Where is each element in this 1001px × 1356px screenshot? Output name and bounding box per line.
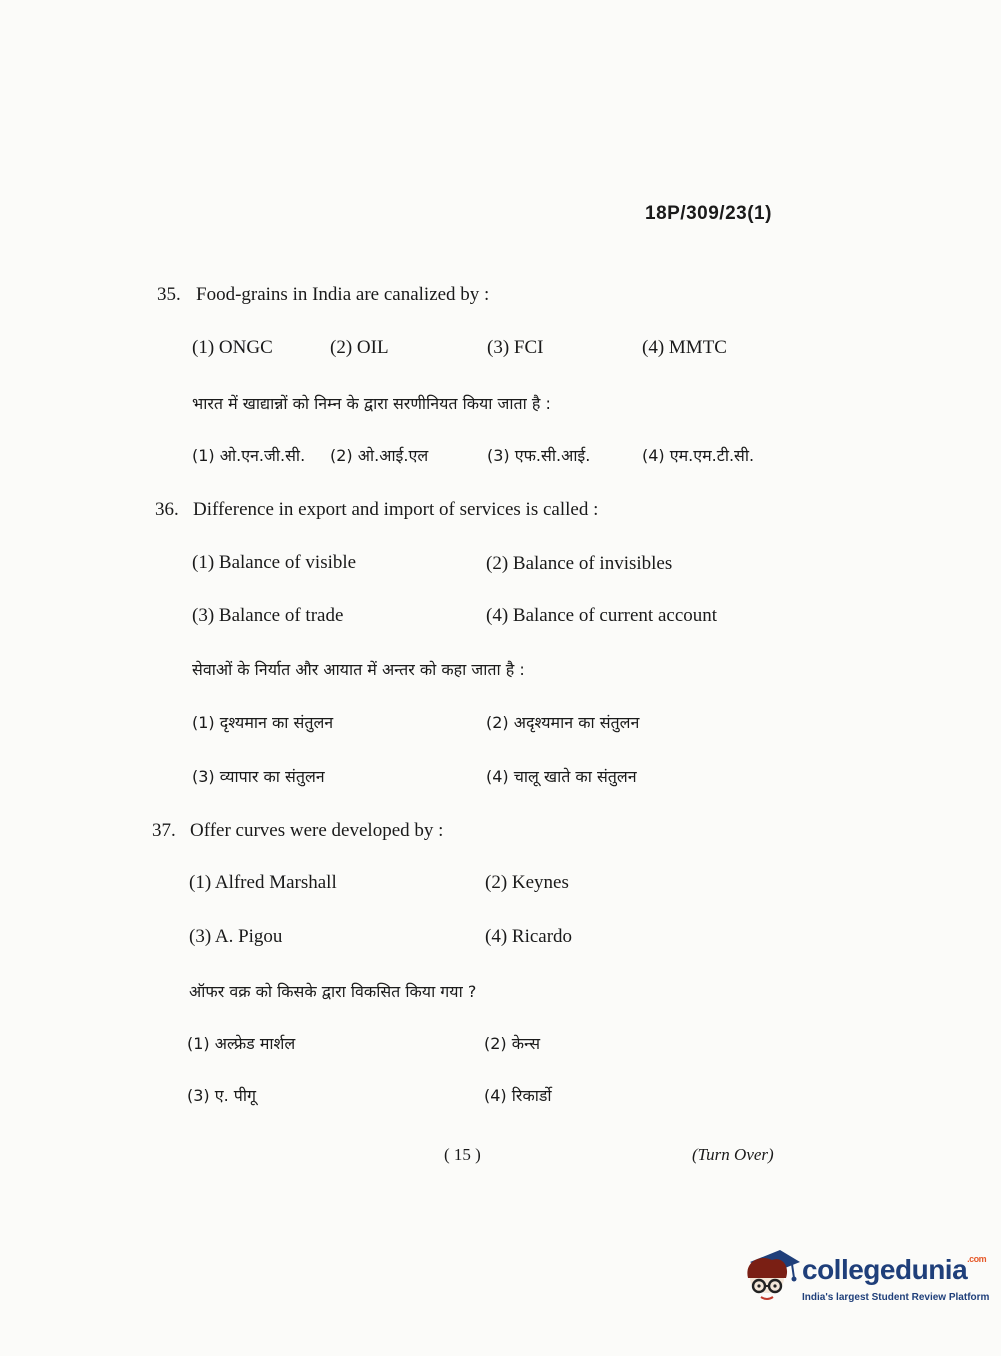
logo-tagline: India's largest Student Review Platform bbox=[802, 1292, 990, 1303]
mascot-icon bbox=[742, 1248, 800, 1314]
q36-option-3-hindi: (3) व्यापार का संतुलन bbox=[192, 767, 325, 786]
q35-option-2: (2) OIL bbox=[330, 337, 389, 358]
question-35-text-hindi: भारत में खाद्यान्नों को निम्न के द्वारा सरणीनियत किया जाता है : bbox=[192, 394, 551, 413]
q37-option-4-hindi: (4) रिकार्डो bbox=[484, 1086, 552, 1105]
q35-option-3-hindi: (3) एफ.सी.आई. bbox=[487, 446, 591, 465]
q35-option-1: (1) ONGC bbox=[192, 337, 273, 358]
logo-name: collegedunia bbox=[802, 1254, 968, 1285]
q36-option-4-hindi: (4) चालू खाते का संतुलन bbox=[486, 767, 637, 786]
logo-wordmark bbox=[802, 1254, 986, 1286]
q37-option-1: (1) Alfred Marshall bbox=[189, 872, 337, 893]
q36-option-2: (2) Balance of invisibles bbox=[486, 553, 673, 574]
question-35-text: Food-grains in India are canalized by : bbox=[196, 284, 490, 305]
q36-option-3: (3) Balance of trade bbox=[192, 605, 344, 626]
q35-option-3: (3) FCI bbox=[487, 337, 544, 358]
q37-option-2-hindi: (2) केन्स bbox=[484, 1034, 541, 1053]
turn-over-note: (Turn Over) bbox=[692, 1145, 774, 1164]
question-37-text-hindi: ऑफर वक्र को किसके द्वारा विकसित किया गया ? bbox=[189, 982, 477, 1001]
page-number: ( 15 ) bbox=[444, 1145, 481, 1164]
q35-option-1-hindi: (1) ओ.एन.जी.सी. bbox=[192, 446, 306, 465]
q35-option-4-hindi: (4) एम.एम.टी.सी. bbox=[642, 446, 755, 465]
paper-code: 18P/309/23(1) bbox=[645, 203, 772, 224]
logo-domain-suffix: .com bbox=[967, 1254, 987, 1264]
q37-option-2: (2) Keynes bbox=[485, 872, 569, 893]
question-35-number: 35. bbox=[157, 284, 181, 305]
q37-option-4: (4) Ricardo bbox=[485, 926, 573, 947]
q36-option-1-hindi: (1) दृश्यमान का संतुलन bbox=[192, 713, 334, 732]
q37-option-3-hindi: (3) ए. पीगू bbox=[187, 1086, 257, 1105]
question-37-number: 37. bbox=[152, 820, 176, 841]
q36-option-4: (4) Balance of current account bbox=[486, 605, 718, 626]
q37-option-3: (3) A. Pigou bbox=[189, 926, 283, 947]
q36-option-1: (1) Balance of visible bbox=[192, 552, 357, 573]
q36-option-2-hindi: (2) अदृश्यमान का संतुलन bbox=[486, 713, 640, 732]
collegedunia-logo[interactable] bbox=[742, 1248, 990, 1320]
q35-option-2-hindi: (2) ओ.आई.एल bbox=[330, 446, 429, 465]
question-36-number: 36. bbox=[155, 499, 179, 520]
question-36-text: Difference in export and import of services is called : bbox=[193, 499, 599, 520]
question-37-text: Offer curves were developed by : bbox=[190, 820, 444, 841]
q35-option-4: (4) MMTC bbox=[642, 337, 727, 358]
q37-option-1-hindi: (1) अल्फ्रेड मार्शल bbox=[187, 1034, 296, 1053]
question-36-text-hindi: सेवाओं के निर्यात और आयात में अन्तर को कहा जाता है : bbox=[192, 660, 525, 679]
